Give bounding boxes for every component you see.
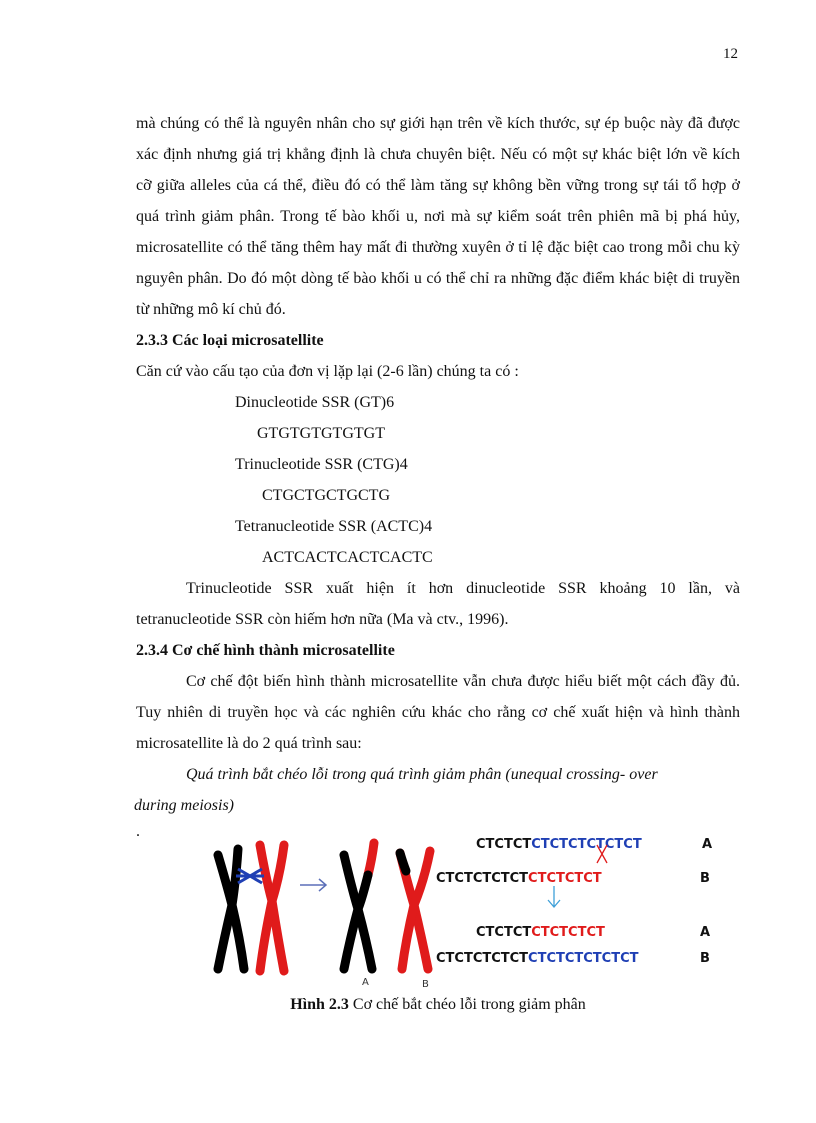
chromosome-label-b: B [422, 979, 429, 989]
sequence-b-before [436, 863, 602, 894]
chromosome-label-a: A [362, 977, 369, 988]
tag-a-after: A [700, 925, 711, 940]
section-heading-2-3-3: 2.3.3 Các loại microsatellite [136, 332, 324, 349]
seq-black: CTCTCT [476, 837, 532, 852]
ssr-frequency-note: Trinucleotide SSR xuất hiện ít hơn dinucleotide SSR khoảng 10 lần, và tetranucleotide SSR còn hiếm hơn nữa (Ma và ctv., 1996). [136, 580, 740, 628]
section-intro: Căn cứ vào cấu tạo của đơn vị lặp lại (2-6 lần) chúng ta có : [136, 363, 519, 380]
red-chromosome-left [260, 845, 284, 971]
ssr-type-label: Dinucleotide SSR (GT)6 [235, 394, 395, 411]
seq-red: CTCTCTCT [528, 871, 602, 886]
seq-black: CTCTCTCTCT [436, 951, 529, 966]
chromosome-a-after [344, 843, 374, 969]
seq-black: CTCTCT [476, 925, 532, 940]
ssr-types-list [136, 387, 740, 573]
process-title-line-1: Quá trình bắt chéo lỗi trong quá trình giảm phân (unequal crossing- over [186, 766, 658, 783]
figure-unequal-crossing-over [136, 829, 740, 989]
ssr-type-label: Tetranucleotide SSR (ACTC)4 [235, 518, 433, 535]
sequence-diagram [436, 829, 746, 979]
caption-text: Cơ chế bắt chéo lỗi trong giảm phân [348, 996, 586, 1013]
tag-b-before: B [700, 871, 710, 886]
sequence-a-before [476, 829, 642, 860]
chromosome-diagram [208, 829, 468, 989]
section-heading-2-3-4: 2.3.4 Cơ chế hình thành microsatellite [136, 642, 395, 659]
black-chromosome-left [218, 849, 244, 969]
sequence-b-after [436, 943, 639, 974]
figure-caption [136, 989, 740, 1020]
chromosome-b-after [400, 851, 430, 969]
ssr-sequence: CTGCTGCTGCTG [262, 487, 390, 504]
arrow-icon [300, 879, 326, 891]
process-title-line-2: during meiosis) [134, 797, 234, 814]
ssr-sequence: GTGTGTGTGTGT [257, 425, 385, 442]
paragraph-continuation: mà chúng có thể là nguyên nhân cho sự giới hạn trên về kích thước, sự ép buộc này đã được xác định nhưng giá trị khẳng định là chưa chuyên biệt. Nếu có một sự khác biệt lớn về kích cỡ giữa alleles của cá thể, điều đó có thể làm tăng sự không bền vững trong sự tái tổ hợp ở quá trình giảm phân. Trong tế bào khối u, nơi mà sự kiểm soát trên phiên mã bị phá hủy, microsatellite có thể tăng thêm hay mất đi thường xuyên ở tỉ lệ đặc biệt cao trong mỗi chu kỳ nguyên phân. Do đó một dòng tế bào khối u có thể chỉ ra những đặc điểm khác biệt di truyền từ những mô kí chủ đó. [136, 115, 740, 318]
mechanism-paragraph: Cơ chế đột biến hình thành microsatellite vẫn chưa được hiểu biết một cách đầy đủ. Tuy nhiên di truyền học và các nghiên cứu khác cho rằng cơ chế xuất hiện và hình thành microsatellite là do 2 quá trình sau: [136, 673, 740, 752]
stray-dot: . [136, 823, 140, 840]
down-arrow-icon [546, 885, 562, 911]
document-body [136, 108, 740, 1020]
page-number: 12 [723, 46, 738, 62]
ssr-sequence: ACTCACTCACTCACTC [262, 549, 433, 566]
cross-mark-icon [594, 843, 610, 865]
seq-black: CTCTCTCTCT [436, 871, 529, 886]
caption-label: Hình 2.3 [290, 996, 349, 1013]
ssr-type-label: Trinucleotide SSR (CTG)4 [235, 456, 408, 473]
crossover-marks [236, 869, 264, 883]
seq-red: CTCTCTCT [531, 925, 605, 940]
seq-blue: CTCTCTCTCTCT [528, 951, 639, 966]
tag-b-after: B [700, 951, 710, 966]
tag-a-before: A [702, 837, 713, 852]
seq-blue: CTCTCTCTCTCT [531, 837, 642, 852]
